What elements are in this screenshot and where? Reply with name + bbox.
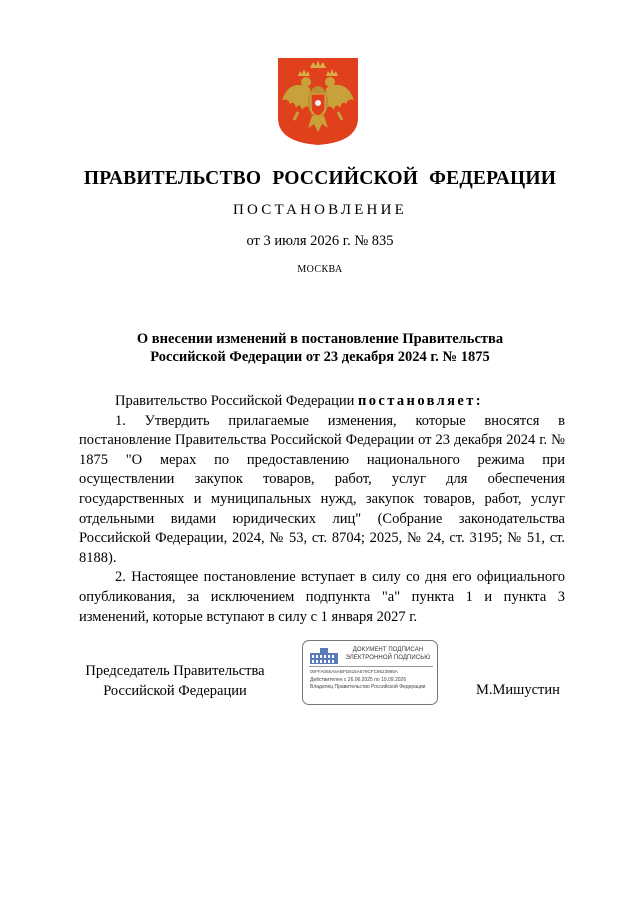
signer-position: [60, 662, 290, 701]
stamp-heading-line-1: ДОКУМЕНТ ПОДПИСАН: [352, 647, 424, 653]
paragraph-2: 2. Настоящее постановление вступает в силу со дня его официального опубликования, за исключением подпункта "а" пункта 1 и пункта 3 изменений, которые вступают в силу с 1 января 2027 г.: [79, 569, 565, 625]
subject-line-1: О внесении изменений в постановление Правительства: [136, 331, 504, 347]
document-city: МОСКВА: [297, 264, 343, 275]
state-emblem-icon: [276, 56, 360, 146]
subject-line-2: Российской Федерации от 23 декабря 2024 г. № 1875: [150, 349, 490, 365]
stamp-owner: Владелец Правительство Российской Федерации: [310, 684, 426, 690]
stamp-divider: [309, 666, 433, 667]
preamble: [79, 392, 565, 412]
signer-position-line-2: Российской Федерации: [103, 682, 247, 699]
document-subject: [0, 330, 640, 366]
document-type: ПОСТАНОВЛЕНИЕ: [233, 202, 407, 218]
document-date-number: от 3 июля 2026 г. № 835: [246, 233, 394, 249]
government-building-icon: [309, 647, 339, 665]
preamble-verb: постановляет:: [357, 393, 484, 409]
document-body: [79, 392, 565, 627]
signer-position-line-1: Председатель Правительства: [85, 663, 265, 679]
paragraph-1: 1. Утвердить прилагаемые изменения, которые вносятся в постановление Правительства Российской Федерации от 23 декабря 2024 г. № 1875 "О мерах по предоставлению национального режима при осуществлении закупок товаров, работ, услуг для обеспечения государственных и муниципальных нужд, закупок товаров, работ, услуг отдельными видами юридических лиц" (Собрание законодательства Российской Федерации, 2024, № 53, ст. 8704; 2025, № 24, ст. 3195; № 51, ст. 8188).: [79, 412, 565, 566]
electronic-signature-stamp: [302, 640, 438, 705]
stamp-heading-line-2: ЭЛЕКТРОННОЙ ПОДПИСЬЮ: [345, 654, 431, 661]
government-title: ПРАВИТЕЛЬСТВО РОССИЙСКОЙ ФЕДЕРАЦИИ: [83, 168, 557, 189]
preamble-text: Правительство Российской Федерации: [115, 393, 358, 409]
stamp-validity: Действителен с 26.06.2025 по 19.09.2026: [310, 677, 407, 683]
stamp-heading: [341, 647, 435, 662]
stamp-certificate: 00FFA065A5ABFD615A579CFC9623985A: [310, 669, 398, 674]
signer-name: М.Мишустин: [476, 682, 560, 698]
